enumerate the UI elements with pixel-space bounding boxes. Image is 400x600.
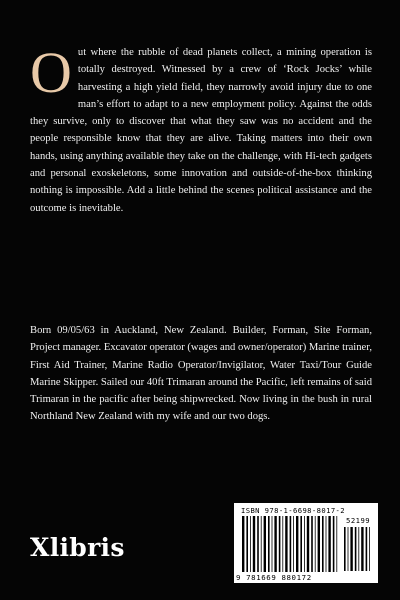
barcode-bar	[361, 527, 363, 571]
barcode-bar	[282, 516, 283, 572]
ean-digits: 9 781669 880172	[236, 573, 312, 582]
barcode-bar	[261, 516, 262, 572]
barcode-bar	[293, 516, 294, 572]
barcode-bar	[304, 516, 305, 572]
price-code: 52199	[346, 516, 371, 525]
barcode-bar	[326, 516, 327, 572]
barcode-bar	[253, 516, 255, 572]
barcode-bar	[344, 527, 346, 571]
drop-cap: O	[30, 40, 72, 105]
isbn-barcode	[234, 503, 378, 583]
barcode-bar	[358, 527, 359, 571]
barcode-bar	[246, 516, 248, 572]
book-blurb	[30, 40, 372, 217]
barcode-bar	[336, 516, 337, 572]
barcode-bar	[264, 516, 266, 572]
barcode-bar	[322, 516, 324, 572]
barcode-bar	[366, 527, 368, 571]
barcode-bar	[350, 527, 352, 571]
barcode-bar	[279, 516, 281, 572]
barcode-bar	[257, 516, 259, 572]
publisher-logo: Xlibris	[30, 533, 125, 562]
barcode-bar	[242, 516, 244, 572]
barcode-bar	[328, 516, 330, 572]
barcode-bar	[355, 527, 357, 571]
barcode-bar	[290, 516, 292, 572]
barcode-bar	[296, 516, 298, 572]
barcode-bar	[311, 516, 313, 572]
barcode-bar	[348, 527, 349, 571]
isbn-label: ISBN 978-1-6698-8017-2	[241, 506, 345, 515]
barcode-bar	[369, 527, 370, 571]
barcode-bar	[300, 516, 302, 572]
author-bio: Born 09/05/63 in Auckland, New Zealand. Builder, Forman, Site Forman, Project manager. Excavator operator (wages and owner/operator) Marine trainer, First Aid Trainer, Marine Radio Operator/Invigilator, Water Taxi/Tour Guide Marine Skipper. Sailed our 40ft Trimaran around the Pacific, left remains of said Trimaran in the pacific after being shipwrecked. Now living in the bush in rural Northland New Zealand with my wife and our two dogs.	[30, 325, 372, 423]
barcode-bar	[272, 516, 273, 572]
blurb-text: ut where the rubble of dead planets collect, a mining operation is totally destroyed. Witnessed by a crew of ‘Rock Jocks’ while harvesting a high yield field, they narrowly avoid injury due to one man’s effort to adapt to a new employment policy. Against the odds they survive, only to discover that what they saw was no accident and the people responsible know that they are alive. Taking matters into their own hands, using anything available they take on the challenge, with Hi-tech gadgets and personal exoskeletons, some innovation and outside-of-the-box thinking nothing is impossible. Add a little behind the scenes political assistance and the outcome is inevitable.	[30, 47, 372, 214]
barcode-bar	[318, 516, 320, 572]
barcode-bar	[250, 516, 251, 572]
barcode-bar	[333, 516, 335, 572]
barcode-bar	[285, 516, 287, 572]
barcode-bar	[307, 516, 309, 572]
barcode-bar	[315, 516, 316, 572]
barcode-bar	[268, 516, 270, 572]
barcode-bars-addon	[344, 527, 372, 571]
barcode-bar	[274, 516, 276, 572]
barcode-bars-main	[242, 516, 340, 572]
